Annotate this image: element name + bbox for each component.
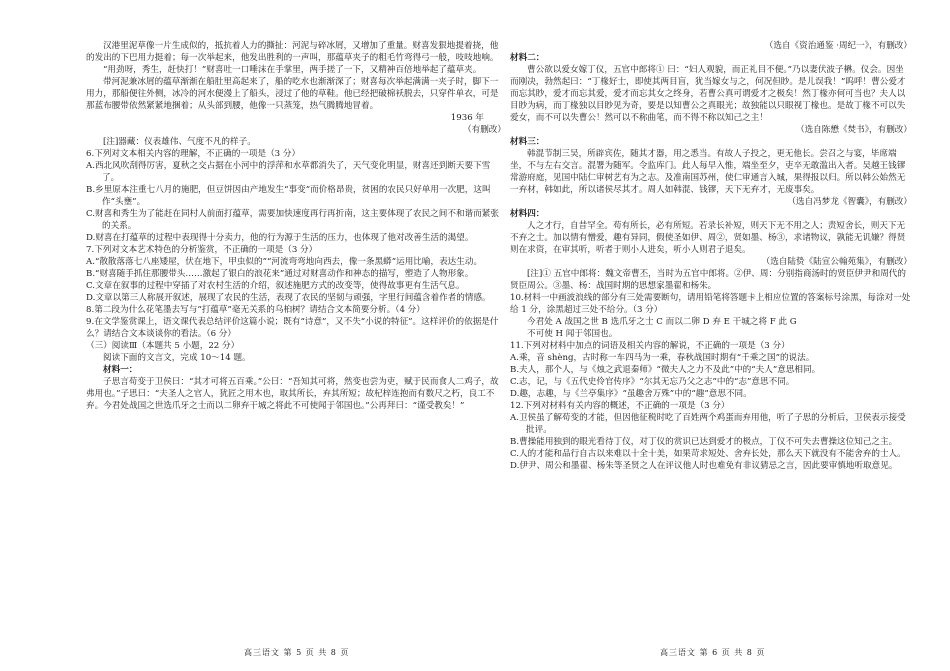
question-11-option-c: C.志，记，与《五代史伶官传序》“尔其无忘乃父之志”中的“志”意思不同。 [510, 377, 795, 387]
question-8: 8.第二段为什么花笔墨去写与“打蕴草”毫无关系的乌桕树？请结合文本简要分析。（4 分） [86, 305, 425, 315]
material-2-label: 材料二： [510, 53, 545, 63]
material-1-text: 子思言苟变于卫侯曰：“其才可将五百乘。”公曰：“吾知其可将，然变也尝为吏，赋于民而食人二鸡子，故弗用也。”子思曰：“夫圣人之官人，犹匠之用木也，取其所长，弃其所短；故杞梓连抱而有数尺之朽，良工不弃。今君处战国之世选爪牙之士而以二卵弃干城之将此不可使闻于邻国也。”公再拜曰：“谨受教矣！” [86, 377, 499, 411]
question-10: 10.材料一中画波浪线的部分有三处需要断句，请用铅笔将答题卡上相应位置的答案标号涂黑，每涂对一处给 1 分，涂黑超过三处不给分。（3 分） [510, 293, 911, 315]
question-12-option-b: B.曹操能用独到的眼光看待丁仪，对丁仪的赏识已达到爱才的极点，丁仪不可失去曹操这位知己之主。 [510, 437, 898, 447]
story-paragraph-3: 带河泥兼冰屑的蕴草渐渐在船肚里高起来了，船的吃水也渐渐深了；财喜每次举起满满一夹子时，脚下一用力，那船便往外侧，冰冷的河水便漫上了船头，浸过了他的草鞋。他已经把破棉袄脱去，只穿件单衣，可是那蓝布腰带依然紧紧地捆着；从头部到腰，他像一只蒸笼，热气腾腾地冒着。 [86, 77, 499, 111]
story-footnote: [注]器藏：仪表雄伟、气度不凡的样子。 [103, 137, 256, 147]
source-1: （选自《资治通鉴 ·周纪一》，有删改） [764, 41, 912, 51]
question-11: 11.下列对材料中加点的词语及相关内容的解说，不正确的一项是（3 分） [510, 341, 790, 351]
question-7-option-c: C.文章在叙事的过程中穿插了对农村生活的介绍，叙述施肥方式的改变等，使得故事更有生活气息。 [86, 281, 465, 291]
material-2-text: 曹公欲以爱女嫁丁仪，五官中郎将① 曰：“妇人观貌，而正礼目不便。”乃以妻伏波子楙。仪会。因坐而刚决，勃然起曰：“丁椽好士，即使其两目盲，犹当嫁女与之，何况但眇。是儿误我！”呜呼！曹公爱才而忘其眇，爱才而忘其爱，爱才而忘其女之终身，若曹公真可谓爱才之极矣！然丁椽亦何可当也？夫人以目眇为病，而丁椽独以目眇见为奇，要是以知曹公之真眼光；故独能以只眼视丁椽也。是故丁椽不可以失爱女，而不可以失曹公！然可以不称曲笔，而不得不称以知己之主！ [510, 65, 906, 123]
material-3-label: 材料三： [510, 137, 545, 147]
left-column [86, 40, 506, 412]
story-source-note: （有删改） [463, 125, 506, 135]
left-page-footer: 高三语文 第 5 页 共 8 页 [244, 648, 350, 657]
annotation-note: [注]① 五官中郎将：魏文帝曹丕，当时为五官中郎将。②伊、周：分别指商汤时的贤臣伊尹和周代的贤臣周公。③墨、杨：战国时期的思想家墨翟和杨朱。 [510, 269, 906, 291]
story-paragraph-2: “用劲呀，秀生，赶快打！”财喜吐一口唾沫在手掌里，两手搓了一下，又精神百倍地举起了蕴草夹。 [103, 65, 482, 75]
question-6: 6.下列对文本相关内容的理解，不正确的一项是（3 分） [86, 149, 301, 159]
story-paragraph-1: 汉港里泥草像一片生成似的，抵抗着人力的撕扯：河泥与碎冰屑，又增加了重量。财喜发狠地提着挠，他的发出的下巴用力挺着；每一次举起来，他发出胜利的一声叫，那蕴草夹子的粗毛竹弯得弓一般，吱吱地响。 [86, 41, 499, 63]
question-11-option-b: B.夫人，那个人，与《烛之武退秦师》“微夫人之力不及此”中的“夫人”意思相同。 [510, 365, 821, 375]
question-7-option-a: A.“散散落落七八座矮屋，伏在地下，甲虫似的”“河流弯弯地向西去，像一条黑蟒”运用比喻，表达生动。 [86, 257, 483, 267]
right-page-footer: 高三语文 第 6 页 共 8 页 [660, 648, 766, 657]
section-3-instructions: 阅读下面的文言文，完成 10～14 题。 [103, 353, 251, 363]
question-11-option-a: A.乘，音 shèng，古时称一车四马为一乘，春秋战国时期有“千乘之国”的说法。 [510, 353, 815, 363]
question-9: 9.在文学鉴赏课上，语文课代表总结评价这篇小说；既有“诗意”，又不失“小说的特征”。这样评价的依据是什么？请结合文本谈谈你的看法。（6 分） [86, 317, 499, 339]
material-3-text: 韩混节制三吴，所辟宾佐，随其才器，用之悉当。有故人子投之，更无他长。尝召之与宴，毕席端坐，不与左右交言。混署为随军。令监库门。此人每早入惟，端坐至夕，吏卒无敢滥出入者。吴越王钱镠常游府庭，见国中陆仁审树艺有为之志。及准南国苏州，使仁审通言入城，果得报以归。所以韩公始然无一弃材，韩如此，所以诸侯尽其才。周人如韩混、钱镠，天下无弃才，无废事矣。 [510, 149, 906, 195]
source-3: （选自冯梦龙《智囊》，有删改） [787, 197, 912, 207]
material-1-label: 材料一： [103, 365, 138, 375]
question-7-option-b: B.“财喜随手抓住那腰带头……激起了银白的浪花来”通过对财喜动作和神态的描写，塑造了人物形象。 [86, 269, 474, 279]
question-12-option-d: D.伊尹、周公和墨翟、杨朱等圣贤之人在评议他人时也难免有非议猜忌之言，因此要审慎地听取意见。 [510, 461, 898, 471]
story-year: 1936 年 [450, 113, 484, 123]
question-6-option-b: B.乡里原本注重七八月的施肥，但豆饼因由产地发生“事变”而价格昂贵，贫困的农民只好单用一次肥，这叫作“头壅”。 [86, 185, 491, 207]
question-10-line-1: 今君处 A 战国之世 B 选爪牙之士 C 而以二卵 D 弃 E 干城之将 F 此 G [527, 317, 797, 327]
question-12-option-a: A.卫侯虽了解苟变的才能，但因他征税时吃了百姓两个鸡蛋而弃用他，听了子思的分析后，卫侯表示接受批评。 [510, 413, 906, 435]
question-6-option-a: A.西北风吹刮得厉害，夏秋之交占据在小河中的浮萍和水草都消失了，天气变化明显，财喜还到断天要下雪了。 [86, 161, 491, 183]
question-7: 7.下列对文本艺术特色的分析鉴赏，不正确的一项是（3 分） [86, 245, 318, 255]
right-column [510, 40, 912, 472]
question-12-option-c: C.人的才能和品行自古以来难以十全十美，如果苛求短处、舍弃长处，那么天下就没有不能舍弃的士人。 [510, 449, 906, 459]
material-4-label: 材料四： [510, 209, 545, 219]
material-4-text: 人之才行，自昔罕全。苟有所长，必有所短。若录长补短，则天下无不用之人；责短舍长，则天下无不弃之士。加以情有憎爱，趣有异同，假使圣如伊、周②，贤如墨、杨③，求诸物议，孰能无讥嫌？得贤则在求资，在审其听，听者于则小人进矣，听小人则君子退矣。 [510, 221, 906, 255]
question-12: 12.下列对材料有关内容的概述，不正确的一项是（3 分） [510, 401, 730, 411]
question-7-option-d: D.文章以第三人称展开叙述，展现了农民的生活，表现了农民的坚韧与顽强，字里行间蕴含着作者的情感。 [86, 293, 491, 303]
section-3-heading: （三）阅读Ⅲ（本题共 5 小题，22 分） [86, 341, 240, 351]
source-2: （选自陈懋《焚书》，有删改） [795, 125, 912, 135]
question-10-line-2: 不可使 H 闻于邻国也。 [527, 329, 618, 339]
source-4: （选自陆贽《陆宣公翰苑集》，有删改） [761, 257, 912, 267]
question-6-option-d: D.财喜在打蕴草的过程中表现得十分卖力，他的行为源于生活的压力，也体现了他对改善生活的渴望。 [86, 233, 474, 243]
question-6-option-c: C.财喜和秀生为了能赶在同村人前面打蕴草，需要加快速度再行再折南，这主要体现了农民之间不和谐而紧张的关系。 [86, 209, 499, 231]
question-11-option-d: D.趣，志趣，与《兰亭集序》“虽趣舍万殊”中的“趣”意思不同。 [510, 389, 752, 399]
